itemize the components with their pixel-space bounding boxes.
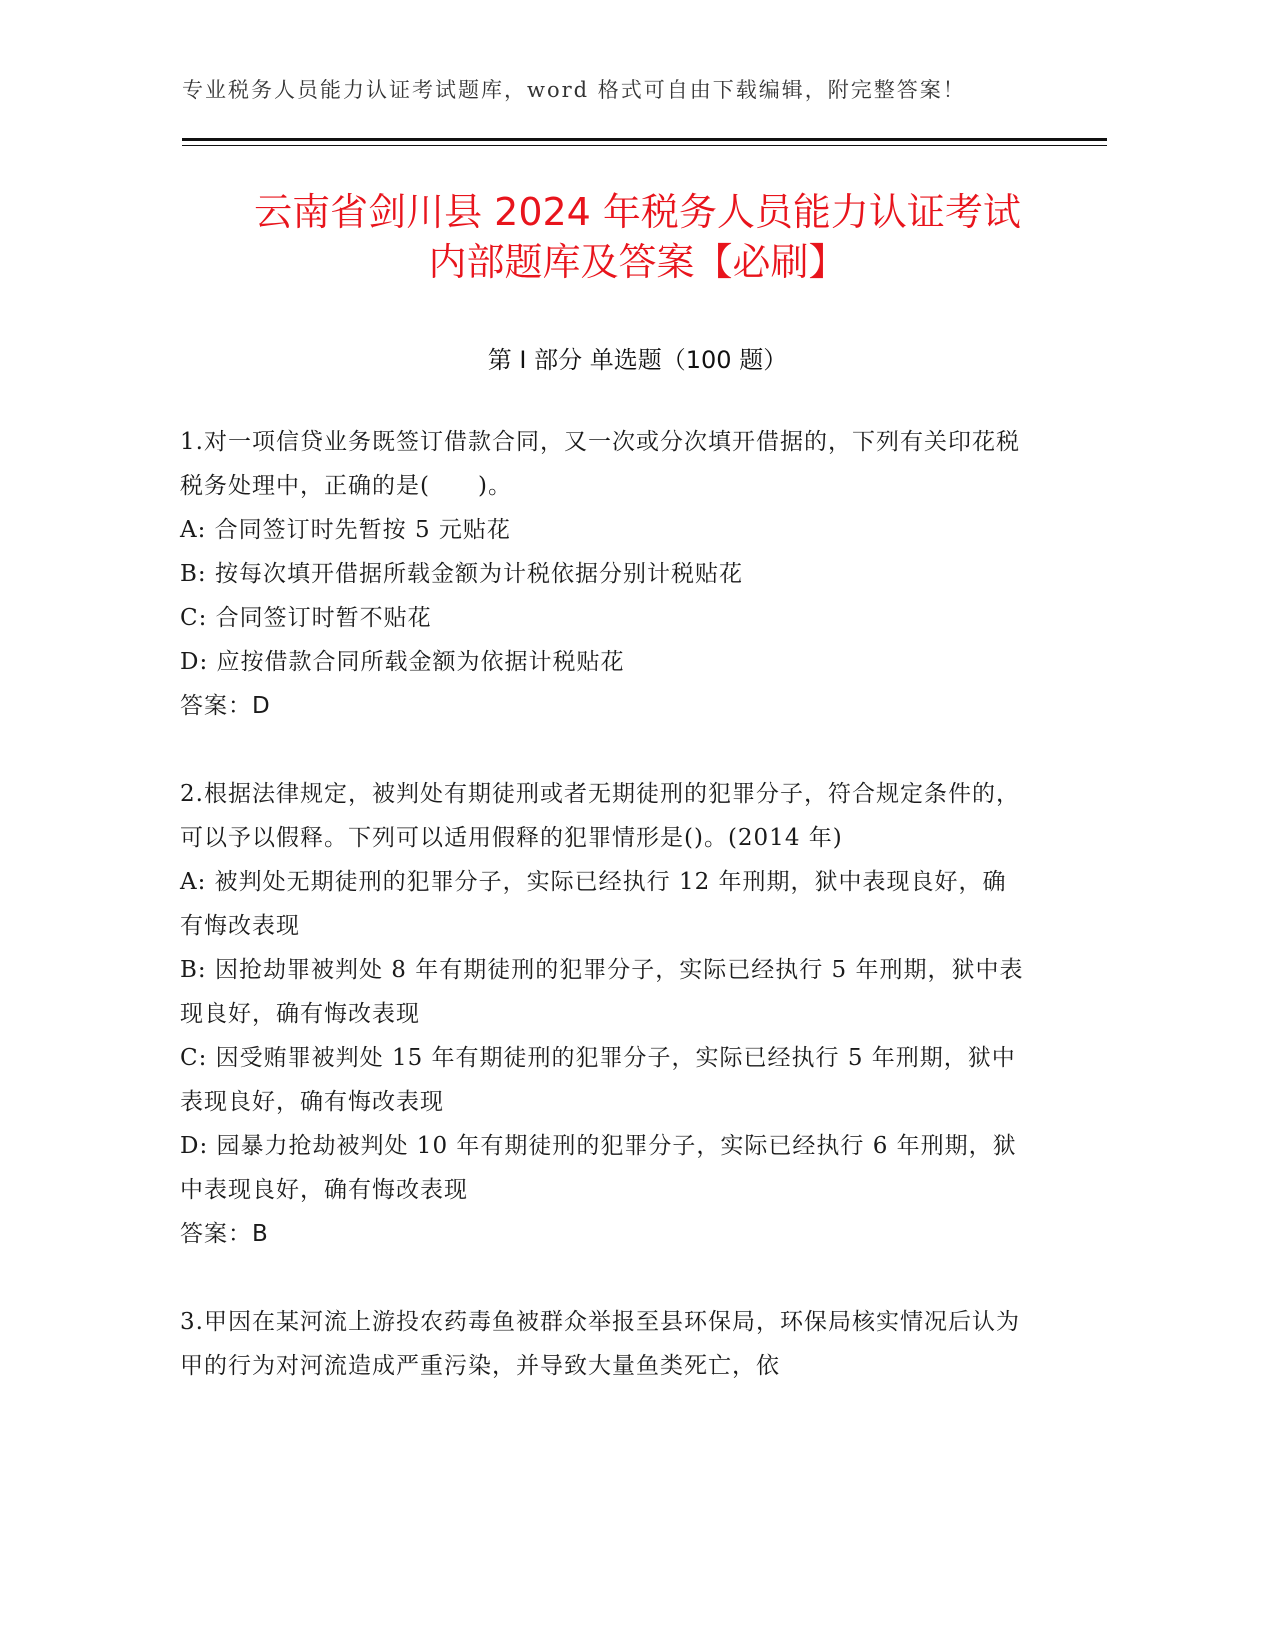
header-note: 专业税务人员能力认证考试题库，word 格式可自由下载编辑，附完整答案！ <box>182 78 966 102</box>
option-c: C: 合同签订时暂不贴花 <box>180 605 432 631</box>
document-title <box>150 187 1125 287</box>
document-title-line-1: 云南省剑川县 2024 年税务人员能力认证考试 <box>254 190 1021 234</box>
option-b: B: 按每次填开借据所载金额为计税依据分别计税贴花 <box>180 561 743 587</box>
section-title: 第 I 部分 单选题（100 题） <box>487 346 788 374</box>
question-3 <box>180 1300 1030 1388</box>
option-a: A: 合同签订时先暂按 5 元贴花 <box>180 517 511 543</box>
option-c: C: 因受贿罪被判处 15 年有期徒刑的犯罪分子，实际已经执行 5 年刑期，狱中表现良好，确有悔改表现 <box>180 1045 1016 1115</box>
question-stem: 3.甲因在某河流上游投农药毒鱼被群众举报至县环保局，环保局核实情况后认为甲的行为对河流造成严重污染，并导致大量鱼类死亡，依 <box>180 1309 1020 1379</box>
option-b: B: 因抢劫罪被判处 8 年有期徒刑的犯罪分子，实际已经执行 5 年刑期，狱中表现良好，确有悔改表现 <box>180 957 1024 1027</box>
answer: 答案：B <box>180 1221 269 1247</box>
question-1 <box>180 420 1030 728</box>
question-stem: 1.对一项信贷业务既签订借款合同，又一次或分次填开借据的，下列有关印花税税务处理中，正确的是( )。 <box>180 429 1020 499</box>
header-divider-thin <box>182 145 1107 146</box>
option-d: D: 园暴力抢劫被判处 10 年有期徒刑的犯罪分子，实际已经执行 6 年刑期，狱中表现良好，确有悔改表现 <box>180 1133 1017 1203</box>
header-divider-thick <box>182 138 1107 141</box>
question-list <box>180 420 1030 1432</box>
option-a: A: 被判处无期徒刑的犯罪分子，实际已经执行 12 年刑期，狱中表现良好，确有悔改表现 <box>180 869 1007 939</box>
question-stem: 2.根据法律规定，被判处有期徒刑或者无期徒刑的犯罪分子，符合规定条件的，可以予以假释。下列可以适用假释的犯罪情形是()。(2014 年) <box>180 781 1020 851</box>
question-2 <box>180 772 1030 1256</box>
answer: 答案：D <box>180 693 271 719</box>
document-title-line-2: 内部题库及答案【必刷】 <box>428 240 847 284</box>
option-d: D: 应按借款合同所载金额为依据计税贴花 <box>180 649 625 675</box>
